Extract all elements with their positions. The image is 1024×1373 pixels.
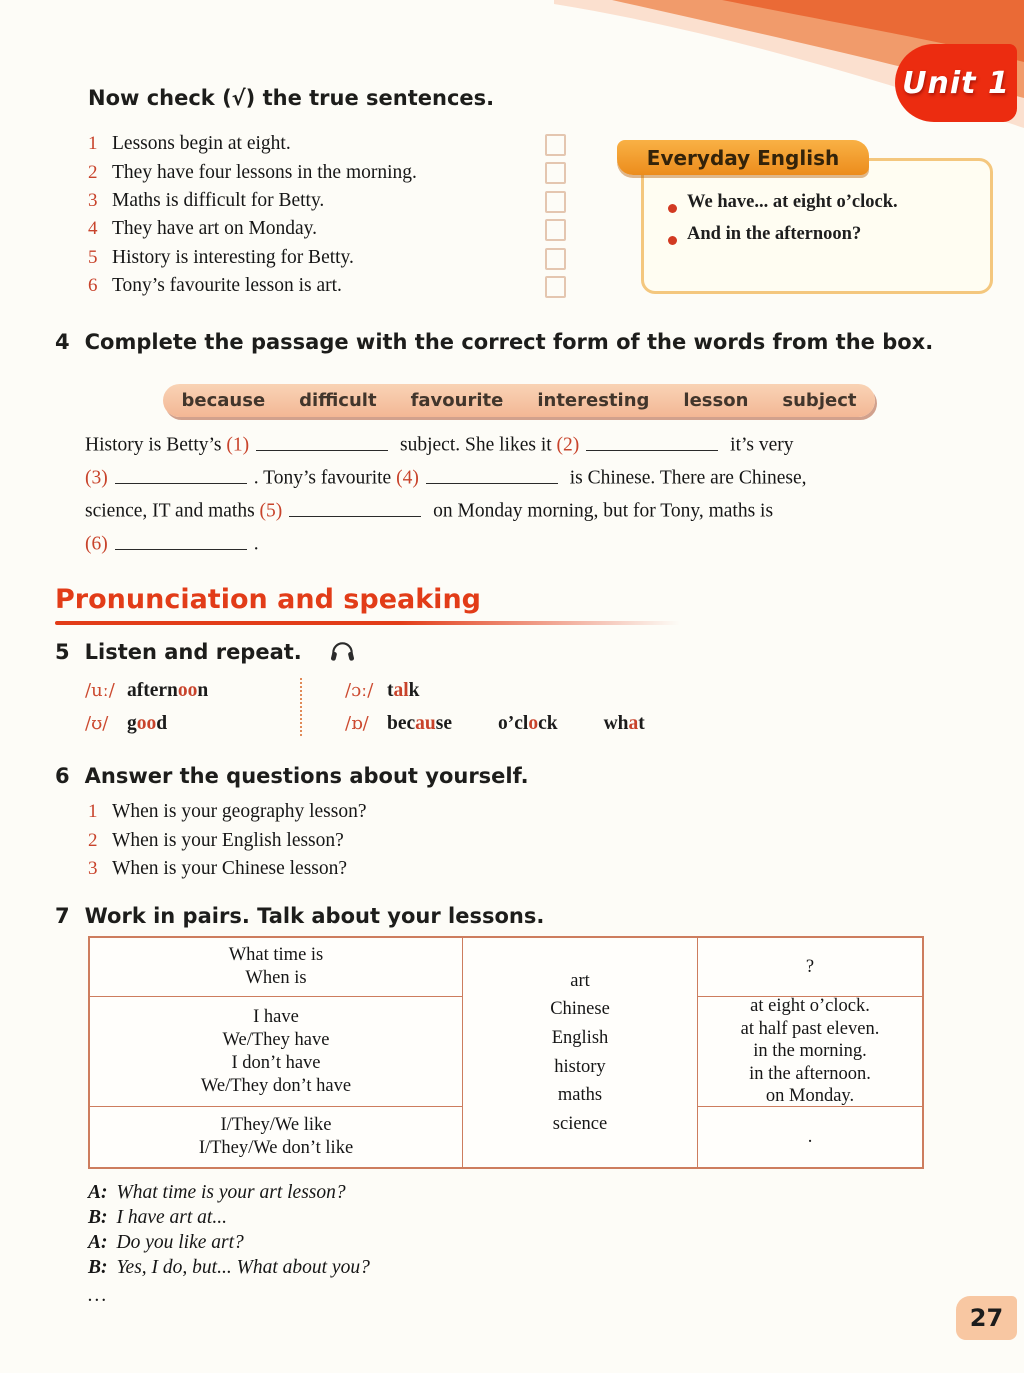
table-cell-line: maths — [557, 1085, 603, 1106]
pronunciation-word — [127, 713, 167, 735]
fill-in-blank[interactable] — [289, 496, 421, 517]
passage-text: is Chinese. There are Chinese, — [564, 467, 807, 489]
sentence-text: Lessons begin at eight. — [112, 133, 291, 155]
passage-text: History is Betty’s — [85, 434, 227, 456]
dialogue-ellipsis: ... — [88, 1285, 109, 1306]
pronunciation-row — [345, 674, 645, 707]
table-cell-line: I/They/We don’t like — [198, 1138, 354, 1158]
headphones-icon — [329, 638, 356, 665]
table-cell-line: science — [552, 1113, 608, 1134]
passage-text: . Tony’s favourite — [253, 467, 397, 489]
dialogue-text: I have art at... — [116, 1207, 227, 1228]
pronunciation-column-right — [345, 674, 645, 740]
passage-line — [85, 430, 807, 463]
question-number: 3 — [88, 857, 98, 879]
highlighted-letters: a — [628, 712, 639, 734]
word-letters: aftern — [127, 679, 178, 701]
word-letters: ck — [538, 712, 558, 734]
sentence-number: 1 — [88, 133, 98, 155]
dialogue-text: Yes, I do, but... What about you? — [116, 1257, 370, 1278]
passage-line — [85, 529, 807, 562]
lessons-substitution-table — [88, 936, 924, 1169]
phoneme-symbol: /ɔː/ — [345, 680, 374, 701]
word-letters: o’cl — [498, 712, 529, 734]
pronunciation-word — [127, 680, 208, 702]
word-box-word: favourite — [410, 390, 504, 411]
section5-heading — [55, 638, 356, 665]
fill-in-blank[interactable] — [256, 430, 388, 451]
dialogue-speaker: A: — [88, 1232, 108, 1253]
passage-text: subject. She likes it — [395, 434, 557, 456]
word-letters: wh — [603, 712, 629, 734]
word-box-word: subject — [782, 390, 857, 411]
pronunciation-word — [604, 713, 645, 735]
dialogue-line — [88, 1182, 370, 1207]
section4-heading — [55, 330, 933, 354]
sentence-number: 2 — [88, 161, 98, 183]
passage-text: . — [253, 533, 259, 555]
blank-number: (2) — [556, 434, 580, 456]
table-cell-line: English — [551, 1027, 609, 1048]
page-number-tab: 27 — [956, 1296, 1017, 1340]
blank-number: (1) — [226, 434, 250, 456]
question-row — [88, 855, 367, 883]
section5-title: Listen and repeat. — [84, 639, 302, 664]
table-cell — [697, 1106, 922, 1167]
everyday-english-bullet-item — [668, 224, 898, 256]
table-cell-line: Chinese — [550, 999, 610, 1020]
sentence-number: 5 — [88, 246, 98, 268]
phoneme-symbol: /ɒ/ — [345, 713, 369, 734]
pronunciation-word — [498, 713, 558, 735]
word-letters: se — [435, 712, 453, 734]
everyday-english-bullet-item — [668, 192, 898, 224]
question-row — [88, 826, 367, 854]
check-sentence-row — [88, 244, 588, 272]
section7-number: 7 — [55, 904, 70, 928]
dialogue-line — [88, 1207, 370, 1232]
sentence-checkbox[interactable] — [545, 191, 566, 213]
section6-title: Answer the questions about yourself. — [84, 764, 529, 788]
everyday-english-header: Everyday English — [617, 140, 869, 175]
dialogue-text: Do you like art? — [116, 1232, 244, 1253]
unit-badge: Unit 1 — [895, 44, 1017, 122]
passage-text: science, IT and maths — [85, 500, 260, 522]
bullet-text: We have... at eight o’clock. — [687, 192, 898, 212]
pronunciation-row — [345, 707, 645, 740]
passage-line — [85, 463, 807, 496]
table-cell — [697, 996, 922, 1106]
word-letters: n — [197, 679, 209, 701]
cloze-passage — [85, 430, 807, 562]
fill-in-blank[interactable] — [586, 430, 718, 451]
word-letters: g — [127, 712, 137, 734]
example-dialogue — [88, 1182, 370, 1310]
check-sentence-row — [88, 158, 588, 186]
table-cell-line: We/They don’t have — [200, 1075, 352, 1096]
sentence-text: Maths is difficult for Betty. — [112, 189, 325, 211]
word-box-word: because — [181, 390, 266, 411]
pronunciation-word — [387, 713, 452, 735]
check-sentence-row — [88, 215, 588, 243]
bullet-dot — [668, 204, 677, 213]
blank-number: (3) — [85, 467, 108, 489]
table-cell — [90, 1106, 462, 1167]
table-cell-line: . — [807, 1126, 813, 1147]
check-sentences-title: Now check (√) the true sentences. — [88, 86, 495, 110]
table-cell-line: in the morning. — [753, 1041, 867, 1062]
pronunciation-words — [387, 713, 645, 735]
word-box — [163, 384, 875, 417]
blank-number: (4) — [396, 467, 419, 489]
table-cell-line: at half past eleven. — [740, 1018, 880, 1039]
highlighted-letters: o — [528, 712, 539, 734]
highlighted-letters: oo — [136, 712, 157, 734]
table-cell-line: We/They have — [222, 1029, 330, 1050]
word-letters: k — [408, 679, 420, 701]
questions-list — [88, 798, 367, 883]
table-cell-line: at eight o’clock. — [750, 996, 870, 1017]
sentence-checkbox[interactable] — [545, 134, 566, 156]
table-cell-line: in the afternoon. — [749, 1063, 871, 1084]
pronunciation-words — [387, 680, 420, 702]
table-cell-line: on Monday. — [765, 1086, 855, 1107]
blank-number: (6) — [85, 533, 108, 555]
highlighted-letters: au — [415, 712, 436, 734]
passage-line — [85, 496, 807, 529]
sentence-number: 4 — [88, 218, 98, 240]
section7-title: Work in pairs. Talk about your lessons. — [84, 904, 545, 928]
pronunciation-word — [387, 680, 420, 702]
question-text: When is your English lesson? — [112, 829, 344, 851]
dialogue-speaker: A: — [88, 1182, 108, 1203]
sentence-text: They have four lessons in the morning. — [112, 161, 417, 183]
table-cell-line: I don’t have — [231, 1052, 321, 1073]
dialogue-line — [88, 1257, 370, 1282]
pronunciation-row — [85, 707, 208, 740]
fill-in-blank[interactable] — [115, 463, 247, 484]
fill-in-blank[interactable] — [426, 463, 558, 484]
table-cell-line: What time is — [228, 945, 324, 965]
check-sentence-row — [88, 272, 588, 300]
section7-heading — [55, 904, 544, 928]
sentence-number: 6 — [88, 275, 98, 297]
dialogue-line — [88, 1232, 370, 1257]
column-divider — [300, 678, 302, 736]
section4-title: Complete the passage with the correct form of the words from the box. — [84, 330, 934, 354]
table-cell — [697, 938, 922, 996]
table-cell-line: ? — [805, 956, 815, 977]
question-text: When is your geography lesson? — [112, 801, 367, 823]
section4-number: 4 — [55, 330, 70, 354]
pronunciation-heading: Pronunciation and speaking — [55, 584, 481, 615]
section6-heading — [55, 764, 529, 788]
bullet-dot — [668, 236, 677, 245]
word-letters: t — [638, 712, 645, 734]
table-cell-line: I/They/We like — [220, 1115, 332, 1135]
question-row — [88, 798, 367, 826]
section6-number: 6 — [55, 764, 70, 788]
section5-number: 5 — [55, 639, 70, 664]
question-text: When is your Chinese lesson? — [112, 857, 348, 879]
heading-underline — [55, 621, 680, 625]
dialogue-text: What time is your art lesson? — [116, 1182, 346, 1203]
table-cell — [462, 938, 697, 1167]
highlighted-letters: oo — [177, 679, 198, 701]
check-sentence-row — [88, 130, 588, 158]
pronunciation-words — [127, 713, 167, 735]
table-cell — [90, 938, 462, 996]
phoneme-symbol: /uː/ — [85, 680, 115, 701]
sentence-checkbox[interactable] — [545, 219, 566, 241]
table-cell-line: I have — [253, 1006, 299, 1027]
phoneme-symbol: /ʊ/ — [85, 713, 109, 734]
table-cell — [90, 996, 462, 1106]
blank-number: (5) — [259, 500, 283, 522]
question-number: 2 — [88, 829, 98, 851]
passage-text: on Monday morning, but for Tony, maths is — [428, 500, 774, 522]
pronunciation-row — [85, 674, 208, 707]
sentence-text: History is interesting for Betty. — [112, 246, 354, 268]
word-box-word: lesson — [683, 390, 749, 411]
bullet-text: And in the afternoon? — [687, 224, 862, 244]
sentence-checkbox[interactable] — [545, 276, 566, 298]
word-letters: bec — [387, 712, 416, 734]
question-number: 1 — [88, 801, 98, 823]
check-sentence-row — [88, 187, 588, 215]
dialogue-speaker: B: — [88, 1257, 108, 1278]
everyday-english-bullets — [668, 192, 898, 256]
sentence-text: Tony’s favourite lesson is art. — [112, 275, 342, 297]
word-box-word: interesting — [537, 390, 650, 411]
dialogue-speaker: B: — [88, 1207, 108, 1228]
sentence-text: They have art on Monday. — [112, 218, 318, 240]
highlighted-letters: al — [393, 679, 409, 701]
fill-in-blank[interactable] — [115, 529, 247, 550]
passage-text: it’s very — [725, 434, 794, 456]
word-letters: d — [156, 712, 168, 734]
pronunciation-words — [127, 680, 208, 702]
pronunciation-column-left — [85, 674, 208, 740]
check-sentences-list — [88, 130, 588, 300]
table-cell-line: history — [554, 1056, 606, 1077]
table-cell-line: When is — [245, 968, 307, 988]
sentence-checkbox[interactable] — [545, 248, 566, 270]
table-cell-line: art — [570, 970, 590, 991]
sentence-checkbox[interactable] — [545, 162, 566, 184]
word-letters: t — [387, 679, 394, 701]
sentence-number: 3 — [88, 189, 98, 211]
word-box-word: difficult — [299, 390, 377, 411]
